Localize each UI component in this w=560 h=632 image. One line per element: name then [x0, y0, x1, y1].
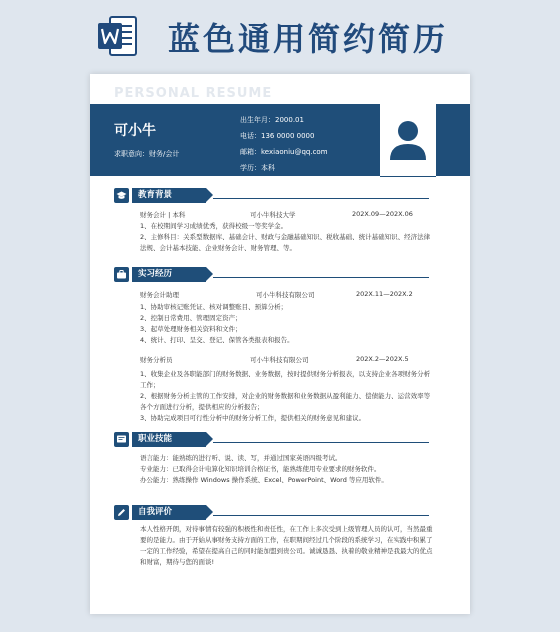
job1-line-3: 3、起草处理财务相关资料和文件； [140, 325, 242, 333]
candidate-name: 可小牛 [114, 123, 156, 139]
section-skills-header [114, 432, 434, 448]
personal-info [240, 112, 328, 176]
section-arrow [206, 267, 213, 281]
job2-date: 202X.2—202X.5 [356, 355, 409, 363]
job2-line-3: 3、协助完成项目可行性分析中的财务分析工作，提供相关的财务意见和建议。 [140, 414, 366, 422]
section-divider [213, 515, 429, 516]
section-divider [213, 442, 429, 443]
graduation-cap-icon [114, 188, 129, 203]
section-divider [213, 277, 429, 278]
job1-date: 202X.11—202X.2 [356, 290, 413, 298]
job-intention: 求职意向：财务/会计 [114, 150, 180, 158]
skill-language: 语言能力：能熟练的进行听、说、读、写，并通过国家英语四级考试。 [140, 454, 342, 462]
education-school: 可小牛科技大学 [250, 211, 296, 219]
email: 邮箱：kexiaoniu@qq.com [240, 148, 328, 156]
education-line-2: 2、主修科目：关系型数据库、基础会计、财政与金融基础知识、税收基础、统计基础知识、经济法律法规、会计基本技能、企业财务会计、财务管理、等。 [140, 233, 431, 252]
phone: 电话：136 0000 0000 [240, 132, 315, 140]
education-line-1: 1、在校期间学习成绩优秀，获得校级一等奖学金。 [140, 222, 288, 230]
job1-role: 财务会计助理 [140, 291, 179, 299]
resume-page [90, 74, 470, 614]
pencil-icon [114, 505, 129, 520]
section-education-header [114, 188, 434, 204]
birth-date: 出生年月：2000.01 [240, 116, 304, 124]
job1-line-4: 4、统计、打印、呈交、登记、保管各类报表和报告。 [140, 336, 294, 344]
avatar [380, 104, 436, 177]
education-major: 财务会计 | 本科 [140, 211, 186, 219]
section-experience-header [114, 267, 434, 283]
banner [0, 0, 560, 68]
certificate-icon [114, 432, 129, 447]
skill-professional: 专业能力：已取得会计电算化知识培训合格证书，能熟练使用专业要求的财务软件。 [140, 465, 381, 473]
section-arrow [206, 505, 213, 519]
skill-office: 办公能力：熟练操作 Windows 操作系统、Excel、PowerPoint、Word 等应用软件。 [140, 476, 388, 484]
self-evaluation-text: 本人性格开朗，对待事情有较强的积极性和责任性，在工作上多次受到上级管理人员的认可，当然最重要的是能力。由于开始从事财务支持方面的工作，在职期间经过几个阶段的系统学习，在实践中积累了一定的工作经验，希望在提高自己的同时能加盟到贵公司。诚诚恳恳、执着的敬业精神是我最大的优点和财富，期待与您的面谈! [140, 525, 433, 566]
job1-line-1: 1、协助审核记账凭证、核对调整账目、预算分析； [140, 303, 288, 311]
job1-line-2: 2、控制日常费用、管理固定资产； [140, 314, 242, 322]
banner-title: 蓝色通用简约简历 [168, 20, 449, 58]
section-arrow [206, 432, 213, 446]
job2-line-1: 1、收集企业及各职能部门的财务数据、业务数据，按时提供财务分析报表，以支持企业各项财务分析工作； [140, 370, 431, 389]
section-title-experience: 实习经历 [132, 267, 206, 282]
education-date: 202X.09—202X.06 [352, 210, 413, 218]
job2-company: 可小牛科技有限公司 [250, 356, 309, 364]
education-level: 学历：本科 [240, 164, 275, 172]
word-document-icon [96, 14, 140, 58]
section-arrow [206, 188, 213, 202]
job2-line-2: 2、根据财务分析主管的工作安排，对企业的财务数据和业务数据从盈利能力、偿债能力、运营效率等各个方面进行分析，提供相应的分析报告； [140, 392, 431, 411]
job1-company: 可小牛科技有限公司 [256, 291, 315, 299]
background-title: PERSONAL RESUME [114, 86, 273, 101]
section-title-skills: 职业技能 [132, 432, 206, 447]
section-divider [213, 198, 429, 199]
section-self-header [114, 505, 434, 521]
avatar-icon [380, 104, 436, 176]
section-title-self: 自我评价 [132, 505, 206, 520]
job2-role: 财务分析员 [140, 356, 173, 364]
section-title-education: 教育背景 [132, 188, 206, 203]
briefcase-icon [114, 267, 129, 282]
